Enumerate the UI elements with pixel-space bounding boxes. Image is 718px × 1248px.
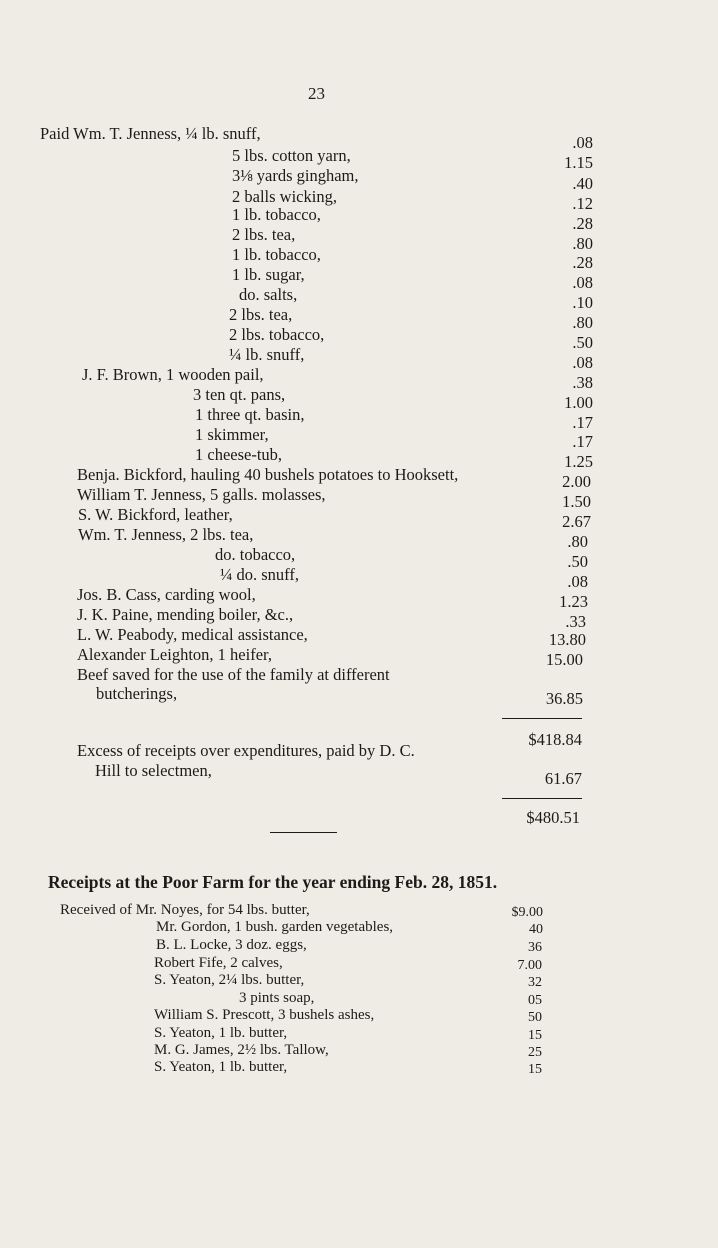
receipt-amount: 15: [528, 1062, 542, 1077]
expense-entry: William T. Jenness, 5 galls. molasses,: [77, 485, 326, 504]
expense-amount: .40: [572, 174, 593, 193]
expense-entry: J. K. Paine, mending boiler, &c.,: [77, 605, 294, 624]
receipt-amount: 7.00: [517, 958, 542, 973]
expense-entry: Alexander Leighton, 1 heifer,: [77, 645, 272, 664]
expense-entry: Benja. Bickford, hauling 40 bushels potatoes to Hooksett,: [77, 465, 459, 484]
expense-amount: .80: [572, 313, 593, 332]
receipt-amount: 50: [528, 1010, 542, 1025]
expense-amount: .10: [572, 293, 593, 312]
receipt-amount: 36: [528, 940, 542, 955]
total-rule: [502, 798, 582, 799]
receipt-entry: William S. Prescott, 3 bushels ashes,: [154, 1007, 375, 1023]
receipt-entry: Robert Fife, 2 calves,: [154, 955, 283, 971]
expense-entry: 2 balls wicking,: [232, 187, 337, 206]
expense-entry: do. salts,: [239, 285, 298, 304]
expense-amount: .08: [572, 353, 593, 372]
expense-amount: .33: [565, 612, 586, 631]
expense-amount: 1.15: [564, 153, 593, 172]
section-divider: [270, 832, 337, 833]
page-number: 23: [308, 84, 325, 103]
subtotal-rule: [502, 718, 582, 719]
expense-amount: .80: [567, 532, 588, 551]
expense-entry: 2 lbs. tea,: [232, 225, 296, 244]
expense-amount: 2.00: [562, 472, 591, 491]
beef-amount: 36.85: [545, 689, 583, 708]
expense-entry: 1 lb. sugar,: [232, 265, 305, 284]
expense-entry: 1 lb. tobacco,: [232, 205, 321, 224]
expense-amount: .12: [572, 194, 593, 213]
beef-line-2: butcherings,: [96, 684, 178, 703]
total-amount: $480.51: [526, 808, 580, 827]
receipt-amount: 40: [529, 922, 543, 937]
receipt-amount: 15: [528, 1028, 542, 1043]
receipt-entry: Received of Mr. Noyes, for 54 lbs. butter,: [60, 902, 310, 918]
expense-amount: 2.67: [562, 512, 591, 531]
expense-entry: 1 lb. tobacco,: [232, 245, 321, 264]
expense-entry: Wm. T. Jenness, 2 lbs. tea,: [78, 525, 254, 544]
expense-entry: 1 cheese-tub,: [195, 445, 283, 464]
expense-amount: .50: [572, 333, 593, 352]
expense-entry: 3⅛ yards gingham,: [232, 166, 359, 185]
receipt-amount: 25: [528, 1045, 542, 1060]
beef-line-1: Beef saved for the use of the family at different: [77, 665, 390, 684]
receipts-heading: Receipts at the Poor Farm for the year ending Feb. 28, 1851.: [48, 872, 498, 892]
expense-amount: 1.23: [559, 592, 588, 611]
receipt-entry: 3 pints soap,: [239, 990, 315, 1006]
expense-entry: Jos. B. Cass, carding wool,: [77, 585, 256, 604]
expense-entry: 5 lbs. cotton yarn,: [232, 146, 351, 165]
receipt-entry: B. L. Locke, 3 doz. eggs,: [156, 937, 307, 953]
expense-amount: .28: [572, 253, 593, 272]
receipt-entry: M. G. James, 2½ lbs. Tallow,: [154, 1042, 329, 1058]
expense-amount: .17: [572, 432, 593, 451]
receipt-entry: S. Yeaton, 1 lb. butter,: [154, 1025, 288, 1041]
expense-entry: L. W. Peabody, medical assistance,: [77, 625, 308, 644]
expense-amount: .08: [572, 133, 593, 152]
expense-amount: .28: [572, 214, 593, 233]
expense-amount: 15.00: [545, 650, 583, 669]
expense-amount: .50: [567, 552, 588, 571]
expense-amount: 1.25: [564, 452, 593, 471]
excess-line-2: Hill to selectmen,: [95, 761, 212, 780]
expense-entry: Paid Wm. T. Jenness, ¼ lb. snuff,: [40, 124, 261, 143]
expense-amount: 13.80: [548, 630, 586, 649]
expense-entry: 1 skimmer,: [195, 425, 269, 444]
expense-entry: S. W. Bickford, leather,: [78, 505, 233, 524]
expense-entry: 2 lbs. tea,: [229, 305, 293, 324]
subtotal-amount: $418.84: [528, 730, 582, 749]
expense-entry: ¼ do. snuff,: [220, 565, 299, 584]
expense-entry: ¼ lb. snuff,: [229, 345, 305, 364]
expense-amount: 1.50: [562, 492, 591, 511]
receipt-amount: 05: [528, 993, 542, 1008]
receipt-entry: S. Yeaton, 1 lb. butter,: [154, 1059, 288, 1075]
expense-amount: 1.00: [564, 393, 593, 412]
expense-amount: .17: [572, 413, 593, 432]
expense-amount: .08: [567, 572, 588, 591]
expense-amount: .80: [572, 234, 593, 253]
receipt-entry: S. Yeaton, 2¼ lbs. butter,: [154, 972, 305, 988]
receipt-entry: Mr. Gordon, 1 bush. garden vegetables,: [156, 919, 394, 935]
expense-entry: 1 three qt. basin,: [195, 405, 305, 424]
expense-amount: .08: [572, 273, 593, 292]
expense-entry: 3 ten qt. pans,: [193, 385, 286, 404]
expense-amount: .38: [572, 373, 593, 392]
excess-amount: 61.67: [544, 769, 582, 788]
receipt-amount: $9.00: [511, 905, 543, 920]
expense-entry: J. F. Brown, 1 wooden pail,: [82, 365, 264, 384]
expense-entry: 2 lbs. tobacco,: [229, 325, 325, 344]
excess-line-1: Excess of receipts over expenditures, paid by D. C.: [77, 741, 415, 760]
expense-entry: do. tobacco,: [215, 545, 296, 564]
receipt-amount: 32: [528, 975, 542, 990]
